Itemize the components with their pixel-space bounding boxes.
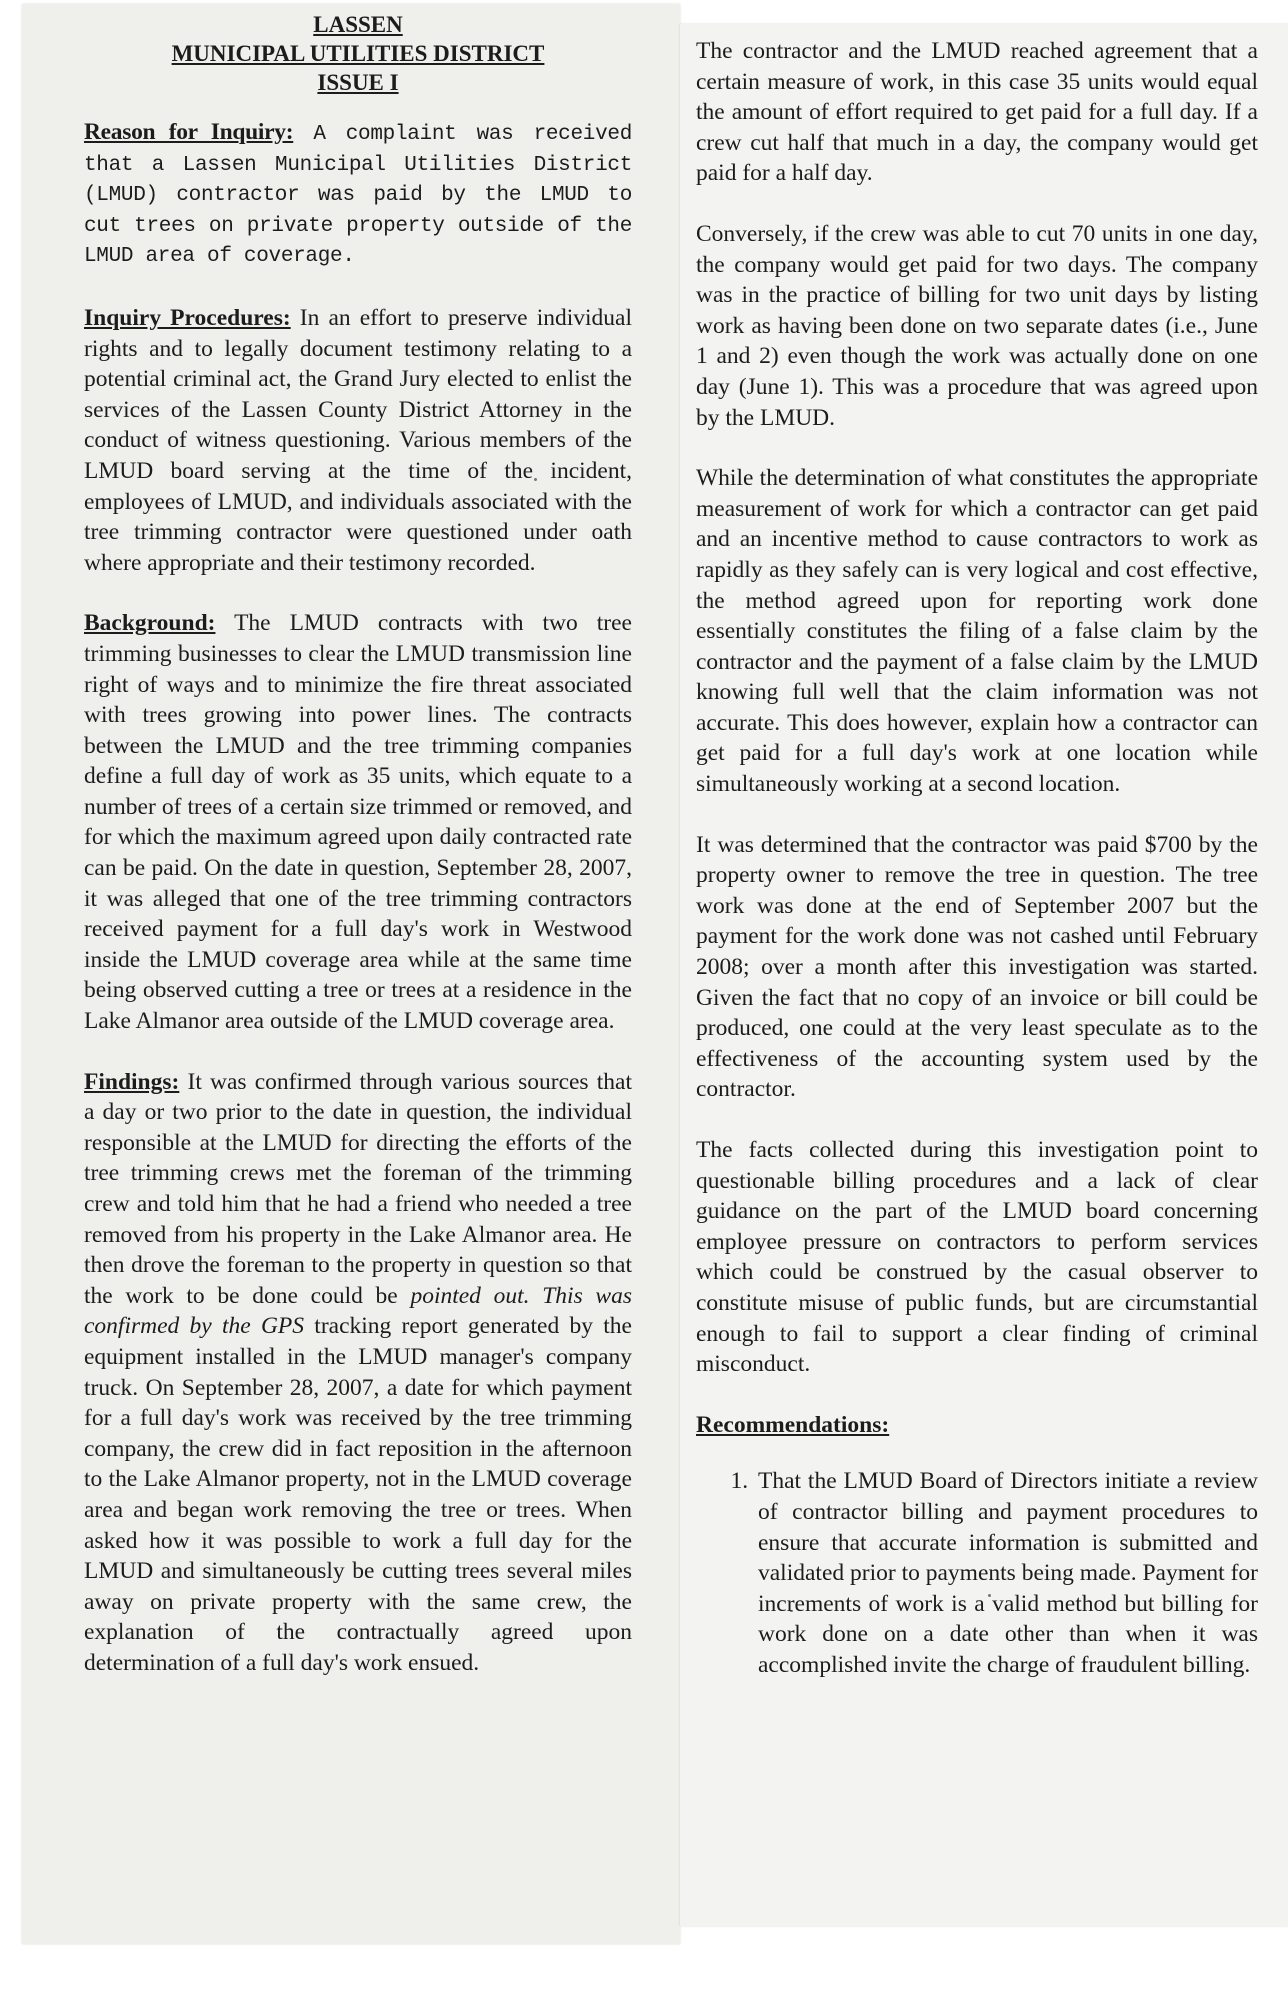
masthead-line-3: ISSUE I: [317, 70, 399, 95]
payment-paragraph: It was determined that the contractor was paid $700 by the property owner to remove the tree in question. The tree work was done at the end of September 2007 but the payment for the work done was not cashed until February 2008; over a month after this investigation was started. Given the fact that no copy of an invoice or bill could be produced, one could at the very least speculate as to the effectiveness of the accounting system used by the contractor.: [696, 831, 1258, 1103]
conclusion-paragraph: The facts collected during this investigation point to questionable billing procedures and a lack of clear guidance on the part of the LMUD board concerning employee pressure on contractors to perform services which could be construed by the casual observer to constitute misuse of public funds, but are circumstantial enough to fail to support a clear finding of criminal misconduct.: [696, 1137, 1258, 1378]
background-paragraph: [84, 608, 632, 1036]
background-text: The LMUD contracts with two tree trimming businesses to clear the LMUD transmission line right of ways and to minimize the fire threat associated with trees growing into power lines. The contracts between the LMUD and the tree trimming companies define a full day of work as 35 units, which equate to a number of trees of a certain size trimmed or removed, and for which the maximum agreed upon daily contracted rate can be paid. On the date in question, September 28, 2007, it was alleged that one of the tree trimming contractors received payment for a full day's work in Westwood inside the LMUD coverage area while at the same time being observed cutting a tree or trees at a residence in the Lake Almanor area outside of the LMUD coverage area.: [84, 610, 632, 1035]
findings-text-a: It was confirmed through various sources that a day or two prior to the date in question, the individual responsible at the LMUD for directing the efforts of the tree trimming crews met the foreman of the trimming crew and told him that he had a friend who needed a tree removed from his property in the Lake Almanor area. He then drove the foreman to the property in question so that the work to be done could be: [84, 1068, 632, 1309]
findings-text-b: tracking report generated by the equipment installed in the LMUD manager's company truck. On September 28, 2007, a date for which payment for a full day's work was received by the tree trimming company, the crew did in fact reposition in the afternoon to the Lake Almanor property, not in the LMUD coverage area and began work removing the tree or trees. When asked how it was possible to work a full day for the LMUD and simultaneously be cutting trees several miles away on private property with the same crew, the explanation of the contractually agreed upon determination of a full day's work ensued.: [84, 1313, 632, 1676]
background-label: Background:: [84, 610, 216, 637]
reason-label: Reason for Inquiry:: [84, 119, 294, 145]
procedures-paragraph: [84, 303, 632, 578]
false-claim-paragraph: While the determination of what constitutes the appropriate measurement of work for which a contractor can get paid and an incentive method to cause contractors to work as rapidly as they safely can is very logical and cost effective, the method agreed upon for reporting work done essentially constitutes the filing of a false claim by the contractor and the payment of a false claim by the LMUD knowing full well that the claim information was not accurate. This does however, explain how a contractor can get paid for a full day's work at one location while simultaneously working at a second location.: [696, 465, 1258, 798]
findings-text-italic: pointed out. This was confirmed by the GPS: [84, 1282, 632, 1340]
recommendations-heading: Recommendations:: [696, 1411, 890, 1438]
recommendations-list: [696, 1466, 1258, 1680]
masthead-line-1: LASSEN: [313, 12, 403, 37]
procedures-text: In an effort to preserve individual rights and to legally document testimony relating to a potential criminal act, the Grand Jury elected to enlist the services of the Lassen County District Attorney in the conduct of witness questioning. Various members of the LMUD board serving at the time of the incident, employees of LMUD, and individuals associated with the tree trimming contractor were questioned under oath where appropriate and their testimony recorded.: [84, 304, 632, 576]
left-column: [84, 10, 632, 1709]
masthead-line-2: MUNICIPAL UTILITIES DISTRICT: [171, 41, 545, 66]
findings-label: Findings:: [84, 1068, 180, 1095]
agreement-paragraph: The contractor and the LMUD reached agreement that a certain measure of work, in this case 35 units would equal the amount of effort required to get paid for a full day. If a crew cut half that much in a day, the company would get paid for a half day.: [696, 38, 1258, 187]
billing-practice-paragraph: Conversely, if the crew was able to cut 70 units in one day, the company would get paid for two days. The company was in the practice of billing for two unit days by listing work as having been done on two separate dates (i.e., June 1 and 2) even though the work was actually done on one day (June 1). This was a procedure that was agreed upon by the LMUD.: [696, 220, 1258, 431]
recommendation-item: 1. That the LMUD Board of Directors initiate a review of contractor billing and payment procedures to ensure that accurate information is submitted and validated prior to payments being made. Payment for increments of work is a valid method but billing for work done on a date other than when it was accomplished invite the charge of fraudulent billing.: [754, 1466, 1258, 1680]
masthead: [84, 10, 632, 97]
reason-text: A complaint was received that a Lassen Municipal Utilities District (LMUD) contractor was paid by the LMUD to cut trees on private property outside of the LMUD area of coverage.: [84, 123, 632, 269]
reason-paragraph: [84, 117, 632, 273]
findings-paragraph: [84, 1067, 632, 1679]
right-column: [696, 36, 1258, 1681]
procedures-label: Inquiry Procedures:: [84, 304, 291, 331]
